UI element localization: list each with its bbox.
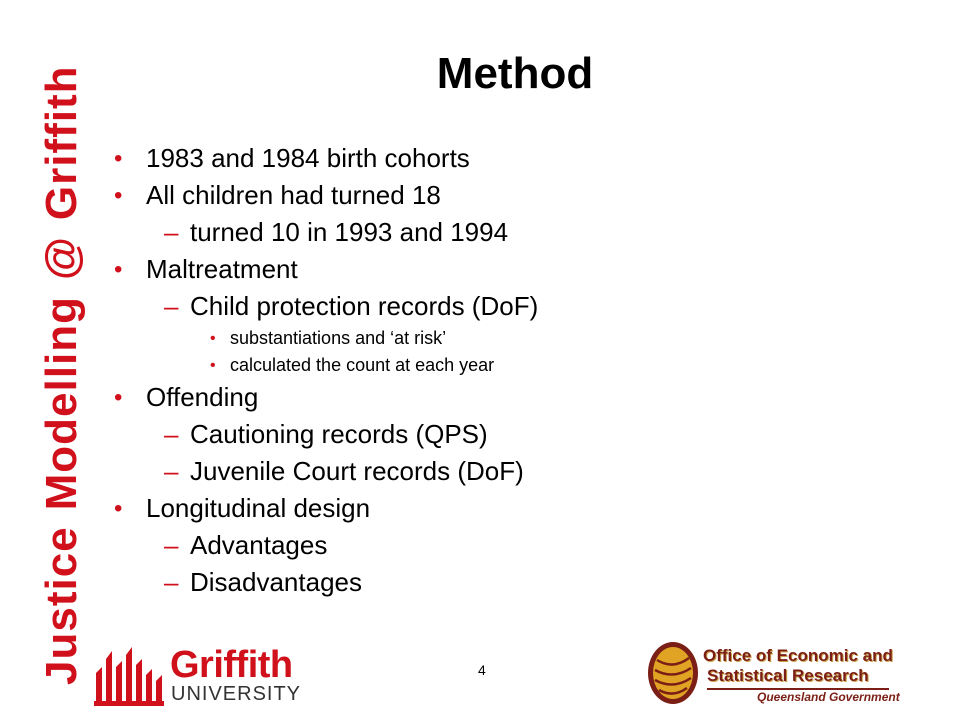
bullet-level1 [112,140,812,177]
bullet-marker: • [114,145,123,172]
bullet-marker: – [164,567,179,597]
bullet-marker: – [164,530,179,560]
bullet-level2 [112,527,812,564]
bullet-level1 [112,379,812,416]
side-banner-modelling: Modelling [37,296,86,511]
side-banner-griffith: Griffith [37,65,86,221]
bullet-marker: – [164,419,179,449]
bullet-marker: • [114,384,123,411]
bullet-list [112,140,812,601]
bullet-text: Advantages [190,530,328,560]
bullet-level1 [112,251,812,288]
griffith-emblem-icon [92,645,168,707]
oesr-government-label: Queensland Government [757,690,900,704]
bullet-level2 [112,416,812,453]
bullet-text: Maltreatment [146,254,298,284]
bullet-marker: • [114,256,123,283]
bullet-marker: • [114,182,123,209]
bullet-marker: – [164,456,179,486]
bullet-text: Child protection records (DoF) [190,291,539,321]
bullet-text: Juvenile Court records (DoF) [190,456,524,486]
slide-title: Method [436,49,594,98]
bullet-text: Longitudinal design [146,493,371,523]
bullet-marker: • [114,495,123,522]
bullet-text: substantiations and ‘at risk’ [230,328,447,348]
bullet-text: calculated the count at each year [230,355,495,375]
bullet-marker: – [164,291,179,321]
griffith-wordmark: Griffith [170,644,293,686]
side-banner [37,35,86,685]
side-banner-justice: Justice [37,526,86,685]
bullet-text: turned 10 in 1993 and 1994 [190,217,509,247]
queensland-crest-icon [645,640,701,706]
bullet-level3 [112,325,812,352]
bullet-level2 [112,214,812,251]
bullet-marker: – [164,217,179,247]
bullet-level1 [112,177,812,214]
oesr-logo [645,640,900,708]
bullet-marker: • [210,357,216,374]
bullet-marker: • [210,330,216,347]
bullet-level2 [112,453,812,490]
oesr-title-line2: Statistical Research [707,666,869,685]
bullet-level2 [112,288,812,325]
bullet-text: Disadvantages [190,567,362,597]
page-number: 4 [478,662,486,678]
bullet-level3 [112,352,812,379]
bullet-text: Cautioning records (QPS) [190,419,488,449]
bullet-level2 [112,564,812,601]
bullet-text: Offending [146,382,259,412]
bullet-text: 1983 and 1984 birth cohorts [146,143,470,173]
griffith-subtitle: UNIVERSITY [171,683,302,705]
bullet-text: All children had turned 18 [146,180,441,210]
griffith-university-logo [92,643,332,708]
bullet-level1 [112,490,812,527]
side-banner-at: @ [37,236,86,281]
oesr-title-line1: Office of Economic and [703,646,893,665]
